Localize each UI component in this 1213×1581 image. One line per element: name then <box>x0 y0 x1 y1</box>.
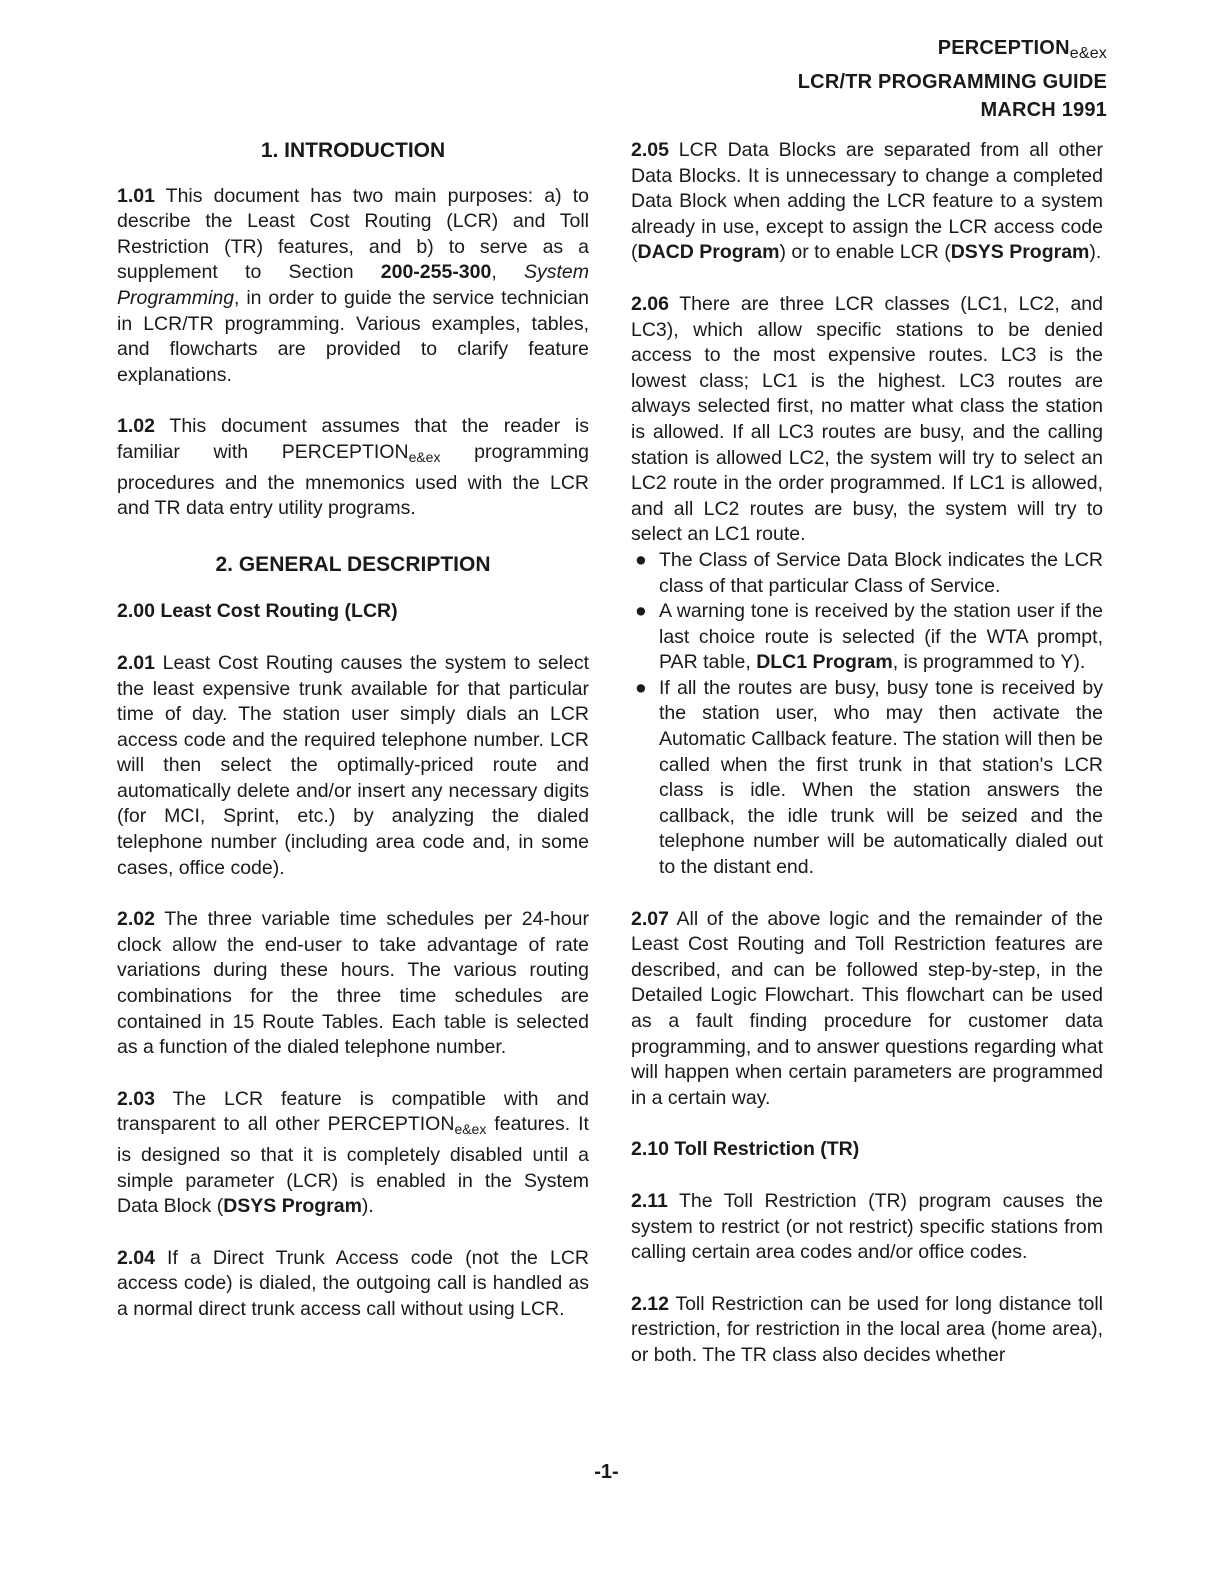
lcr-class-bullet-list <box>631 548 1103 881</box>
right-column <box>631 130 1103 1395</box>
section-heading-introduction: 1. INTRODUCTION <box>260 139 446 162</box>
subheading-least-cost-routing: 2.00 Least Cost Routing (LCR) <box>117 600 398 623</box>
left-column <box>117 130 589 1349</box>
header-title: LCR/TR PROGRAMMING GUIDE <box>797 71 1107 93</box>
bullet-icon: ● <box>635 676 647 699</box>
paragraph-2-04: 2.04 If a Direct Trunk Access code (not the LCR access code) is dialed, the outgoing call is handled as a normal direct trunk access call without using LCR. <box>117 1246 589 1320</box>
header-date: MARCH 1991 <box>980 99 1107 121</box>
paragraph-2-05: 2.05 LCR Data Blocks are separated from all other Data Blocks. It is unnecessary to change a completed Data Block when adding the LCR feature to a system already in use, except to assign the LCR access code (DACD Program) or to enable LCR (DSYS Program). <box>631 139 1103 264</box>
list-item: ● If all the routes are busy, busy tone is received by the station user, who may then activate the Automatic Callback feature. The station will then be called when the first trunk in that station's LCR class is idle. When the station answers the callback, the idle trunk will be seized and the telephone number will be automatically dialed out to the distant end. <box>635 676 1103 879</box>
page-number: -1- <box>594 1461 619 1483</box>
list-item: ● A warning tone is received by the station user if the last choice route is selected (if the WTA prompt, PAR table, DLC1 Program, is programmed to Y). <box>635 600 1103 674</box>
subheading-toll-restriction: 2.10 Toll Restriction (TR) <box>631 1138 860 1161</box>
paragraph-2-11: 2.11 The Toll Restriction (TR) program causes the system to restrict (or not restrict) specific stations from calling certain area codes and/or office codes. <box>631 1189 1103 1264</box>
paragraph-2-03: 2.03 The LCR feature is compatible with and transparent to all other $PERCEPTION_{e\&ex}$ features. It is designed so that it is completely disabled until a simple parameter (LCR) is enabled in the System Data Block (DSYS Program). <box>117 1087 589 1218</box>
paragraph-2-07: 2.07 All of the above logic and the remainder of the Least Cost Routing and Toll Restriction features are described, and can be followed step-by-step, in the Detailed Logic Flowchart. This flowchart can be used as a fault finding procedure for customer data programming, and to answer questions regarding what will happen when certain parameters are programmed in a certain way. <box>631 907 1103 1109</box>
paragraph-1-01: 1.01 This document has two main purposes: a) to describe the Least Cost Routing (LCR) and Toll Restriction (TR) features, and b) to serve as a supplement to Section 200-255-300, System Programming, in order to guide the service technician in LCR/TR programming. Various examples, tables, and flowcharts are provided to clarify feature explanations. <box>117 184 589 386</box>
document-header <box>798 34 1107 124</box>
bullet-icon: ● <box>635 548 647 571</box>
header-product: $PERCEPTION_{e\&ex}$ <box>937 37 1107 62</box>
paragraph-2-02: 2.02 The three variable time schedules per 24-hour clock allow the end-user to take advantage of rate variations during these hours. The various routing combinations for the three time schedules are contained in 15 Route Tables. Each table is selected as a function of the dialed telephone number. <box>117 908 589 1059</box>
list-item: ● The Class of Service Data Block indicates the LCR class of that particular Class of Service. <box>635 548 1103 597</box>
section-heading-general-description: 2. GENERAL DESCRIPTION <box>215 552 491 576</box>
bullet-icon: ● <box>635 600 647 623</box>
paragraph-2-12: 2.12 Toll Restriction can be used for long distance toll restriction, for restriction in the local area (home area), or both. The TR class also decides whether <box>631 1292 1103 1366</box>
paragraph-1-02: 1.02 This document assumes that the reader is familiar with $PERCEPTION_{e\&ex}$ programming procedures and the mnemonics used with the LCR and TR data entry utility programs. <box>117 415 589 520</box>
paragraph-2-06: 2.06 There are three LCR classes (LC1, LC2, and LC3), which allow specific stations to be denied access to the most expensive routes. LC3 is the lowest class; LC1 is the highest. LC3 routes are always selected first, no matter what class the station is allowed. If all LC3 routes are busy, and the calling station is allowed LC2, the system will try to select an LC2 route in the order programmed. If LC1 is allowed, and all LC2 routes are busy, the system will try to select an LC1 route. <box>631 292 1103 546</box>
paragraph-2-01: 2.01 Least Cost Routing causes the system to select the least expensive trunk available for that particular time of day. The station user simply dials an LCR access code and the required telephone number. LCR will then select the optimally-priced route and automatically delete and/or insert any necessary digits (for MCI, Sprint, etc.) by analyzing the dialed telephone number (including area code and, in some cases, office code). <box>117 651 589 879</box>
